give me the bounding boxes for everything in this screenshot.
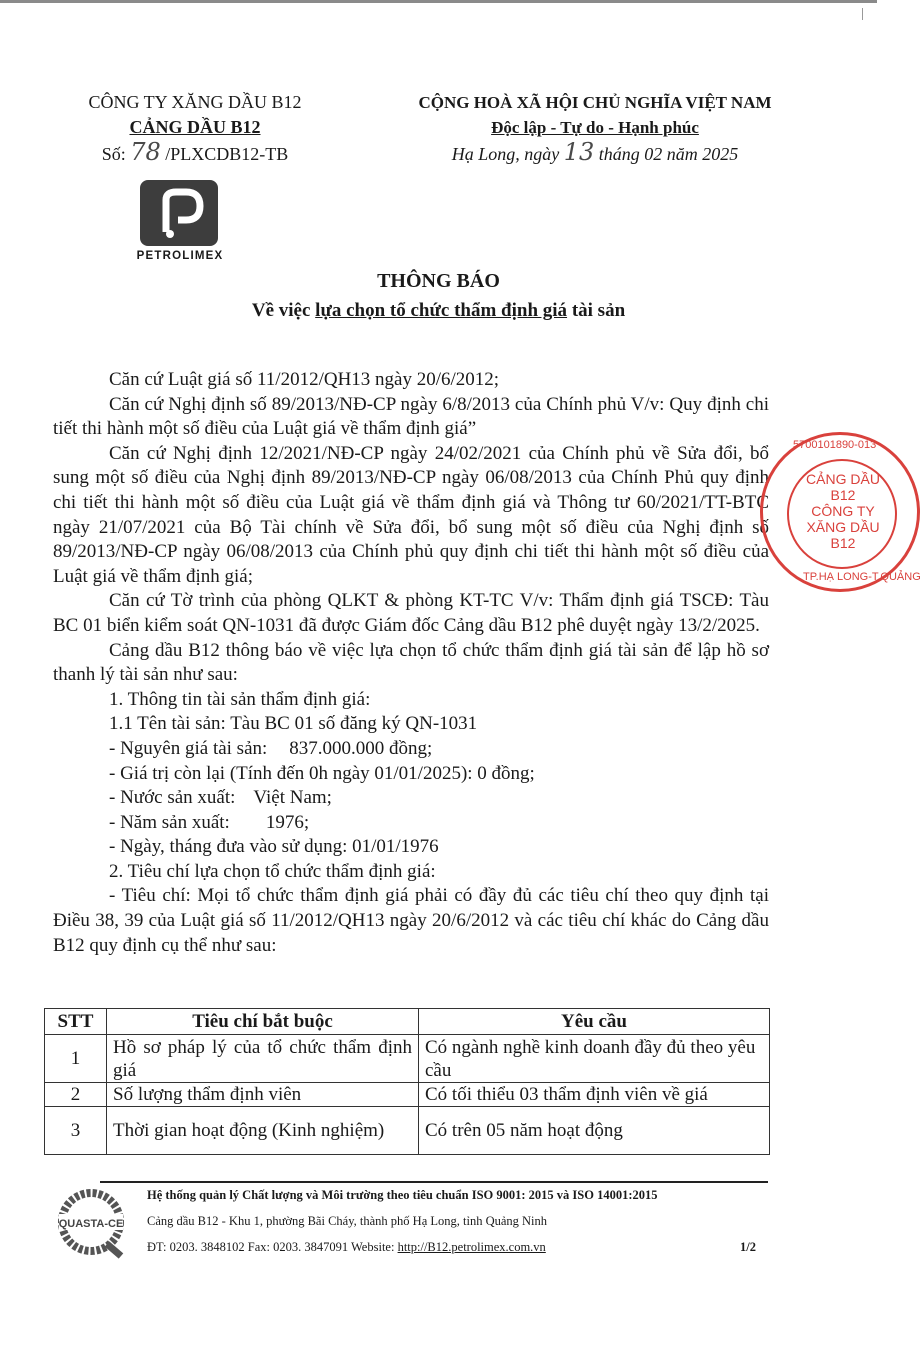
logo-text: PETROLIMEX: [136, 250, 224, 262]
table-row: [45, 1083, 770, 1107]
criterion-cell: Thời gian hoạt động (Kinh nghiệm): [107, 1107, 419, 1155]
asset-year: - Năm sản xuất: 1976;: [109, 811, 310, 833]
paragraph: Căn cứ Nghị định số 89/2013/NĐ-CP ngày 6/8/2013 của Chính phủ V/v: Quy định chi tiết thi hành một số điều của Luật giá về thẩm định giá”: [53, 393, 769, 440]
paragraph: Căn cứ Luật giá số 11/2012/QH13 ngày 20/6/2012;: [109, 369, 500, 390]
national-header: [385, 90, 805, 167]
requirement-cell: Có ngành nghề kinh doanh đầy đủ theo yêu cầu: [419, 1035, 770, 1083]
quasta-label: QUASTA-CE: [58, 1218, 124, 1230]
column-header: Tiêu chí bắt buộc: [107, 1009, 419, 1035]
requirement-cell: Có trên 05 năm hoạt động: [419, 1107, 770, 1155]
criteria-table: [44, 1008, 770, 1155]
row-number: 3: [45, 1107, 107, 1155]
footer-contact: ĐT: 0203. 3848102 Fax: 0203. 3847091 Website: http://B12.petrolimex.com.vn: [147, 1240, 546, 1254]
row-number: 1: [45, 1035, 107, 1083]
asset-cost: - Nguyên giá tài sản: 837.000.000 đồng;: [109, 737, 433, 759]
column-header: Yêu cầu: [419, 1009, 770, 1035]
document-date: Hạ Long, ngày 13 tháng 02 năm 2025: [451, 138, 739, 166]
table-header-row: [45, 1009, 770, 1035]
asset-use-date: - Ngày, tháng đưa vào sử dụng: 01/01/1976: [109, 836, 439, 858]
document-title: THÔNG BÁO: [377, 270, 500, 292]
handwritten-day: 13: [563, 138, 595, 166]
page-top-border: [0, 0, 877, 3]
page-number: 1/2: [740, 1240, 756, 1254]
requirement-cell: Có tối thiểu 03 thẩm định viên về giá: [419, 1083, 770, 1107]
criterion-cell: Số lượng thẩm định viên: [107, 1083, 419, 1107]
scan-mark: [862, 8, 863, 20]
org-unit: CẢNG DẦU B12: [129, 117, 261, 137]
organization-block: [60, 90, 330, 167]
section-heading: 1. Thông tin tài sản thẩm định giá:: [109, 688, 371, 710]
paragraph: Căn cứ Nghị định 12/2021/NĐ-CP ngày 24/02/2021 của Chính phủ về Sửa đổi, bổ sung một số điều của Nghị định 89/2013/NĐ-CP ngày 06/08/2013 của Chính Phủ quy định chi tiết thi hành một số điều của Luật giá về thẩm định giá và Thông tư 60/2021/TT-BTC ngày 21/07/2021 của Bộ Tài chính về Sửa đổi, bổ sung một số điều của Nghị định số 89/2013/NĐ-CP ngày 06/08/2013 của Chính phủ quy định chi tiết thi hành một số điều của Luật giá về thẩm định giá;: [53, 442, 769, 587]
footer-address: Cảng dầu B12 - Khu 1, phường Bãi Cháy, thành phố Hạ Long, tỉnh Quảng Ninh: [147, 1214, 548, 1228]
petrolimex-logo-icon: [140, 180, 218, 246]
stamp-ring-bottom: TP.HẠ LONG-T.QUẢNG: [803, 571, 921, 583]
footer-divider: [100, 1181, 768, 1183]
stamp-center-text: CẢNG DẦU B12 CÔNG TY XĂNG DẦU B12: [806, 471, 880, 551]
stamp-ring-top: 5700101890-013: [793, 439, 877, 451]
asset-name: 1.1 Tên tài sản: Tàu BC 01 số đăng ký QN-1031: [109, 713, 478, 735]
asset-remaining-value: - Giá trị còn lại (Tính đến 0h ngày 01/01/2025): 0 đồng;: [109, 762, 535, 784]
column-header: STT: [45, 1009, 107, 1035]
paragraph: Cảng dầu B12 thông báo về việc lựa chọn tổ chức thẩm định giá tài sản để lập hồ sơ thanh lý tài sản như sau:: [53, 639, 769, 686]
row-number: 2: [45, 1083, 107, 1107]
table-row: [45, 1107, 770, 1155]
criterion-cell: Hồ sơ pháp lý của tổ chức thẩm định giá: [107, 1035, 419, 1083]
section-heading: 2. Tiêu chí lựa chọn tổ chức thẩm định giá:: [109, 860, 436, 882]
document-subtitle: Về việc lựa chọn tổ chức thẩm định giá tài sản: [251, 300, 626, 321]
paragraph: Căn cứ Tờ trình của phòng QLKT & phòng KT-TC V/v: Thẩm định giá TSCĐ: Tàu BC 01 biển kiểm soát QN-1031 đã được Giám đốc Cảng dầu B12 phê duyệt ngày 13/2/2025.: [53, 590, 769, 636]
national-title: CỘNG HOÀ XÃ HỘI CHỦ NGHĨA VIỆT NAM: [418, 93, 772, 112]
footer-iso-line: Hệ thống quản lý Chất lượng và Môi trường theo tiêu chuẩn ISO 9001: 2015 và ISO 14001:2015: [147, 1188, 658, 1202]
document-body: [53, 368, 769, 958]
national-motto: Độc lập - Tự do - Hạnh phúc: [491, 118, 699, 137]
official-stamp: [760, 432, 920, 592]
quasta-certification-icon: [55, 1188, 127, 1258]
table-row: [45, 1035, 770, 1083]
asset-country: - Nước sản xuất: Việt Nam;: [109, 787, 332, 809]
handwritten-number: 78: [130, 138, 161, 166]
website-link[interactable]: http://B12.petrolimex.com.vn: [397, 1240, 546, 1254]
org-name: CÔNG TY XĂNG DẦU B12: [88, 92, 302, 112]
document-number: Số: 78 /PLXCDB12-TB: [101, 138, 289, 166]
paragraph: - Tiêu chí: Mọi tổ chức thẩm định giá phải có đầy đủ các tiêu chí theo quy định tại Điều 38, 39 của Luật giá số 11/2012/QH13 ngày 20/6/2012 và các tiêu chí khác do Cảng dầu B12 quy định cụ thể như sau:: [53, 885, 769, 956]
